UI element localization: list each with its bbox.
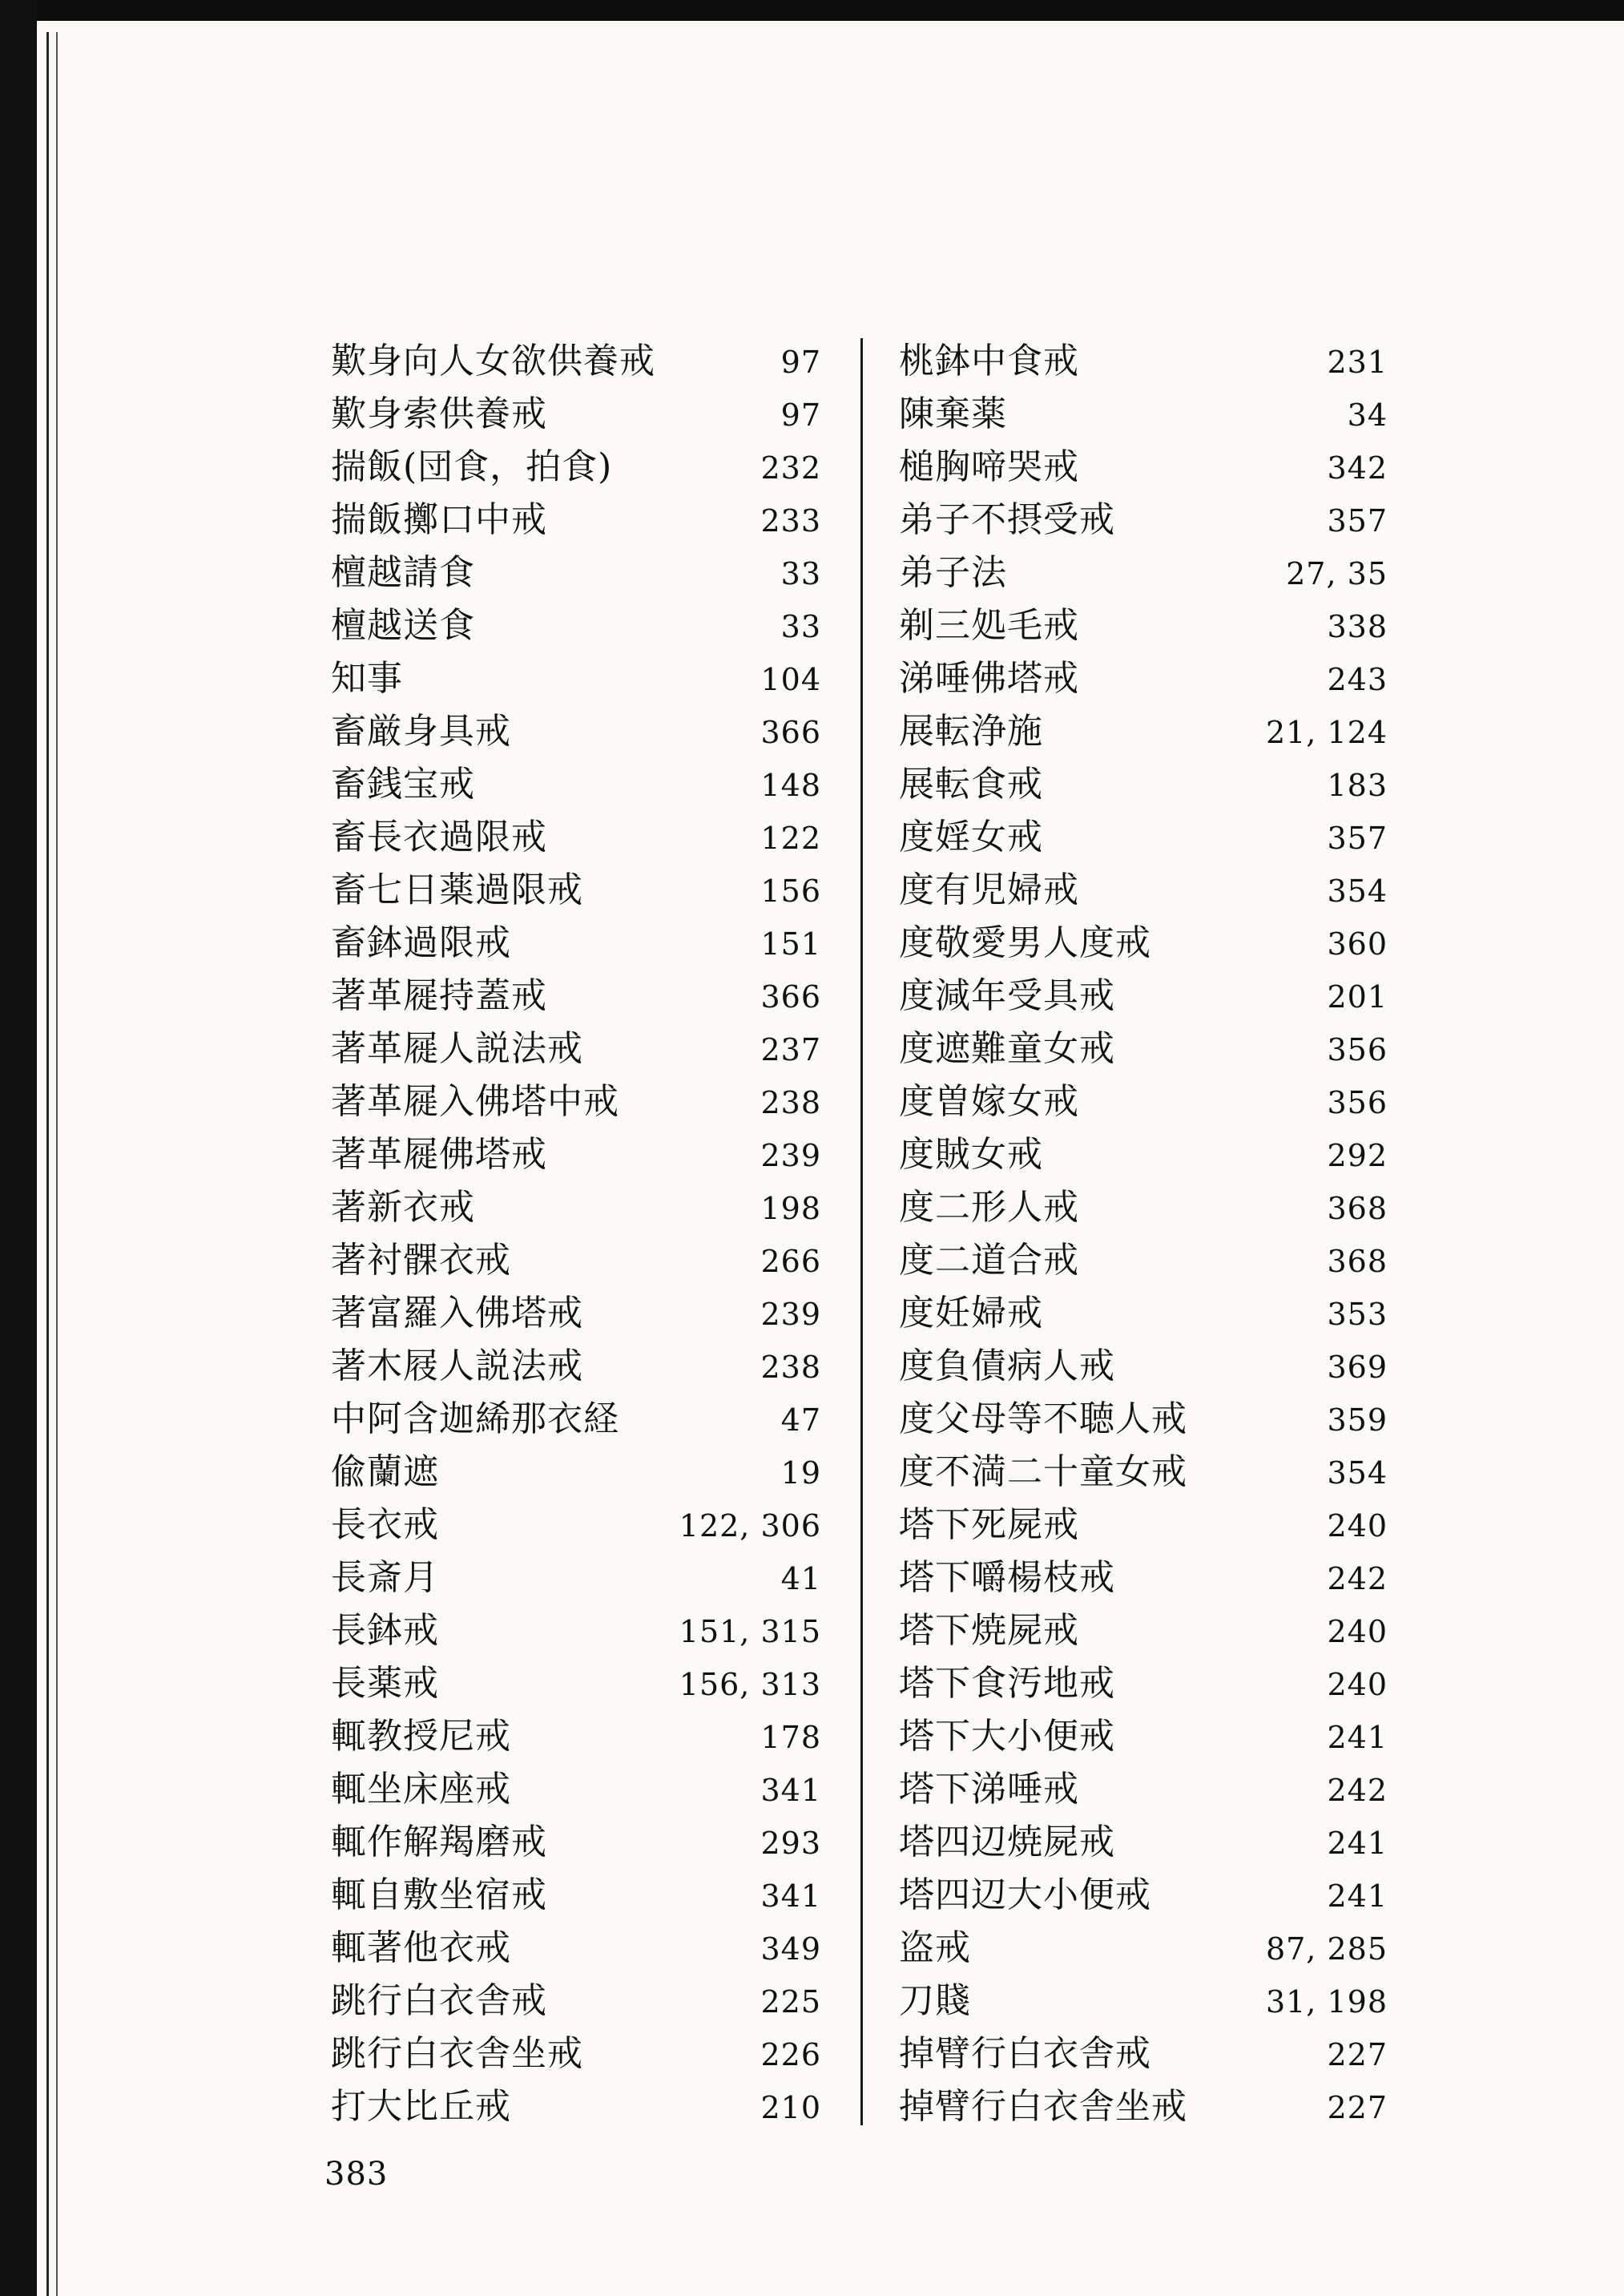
index-entry xyxy=(331,494,821,547)
index-entry xyxy=(899,1393,1388,1446)
index-term: 槌胸啼哭戒 xyxy=(899,446,1079,487)
index-term: 畜長衣過限戒 xyxy=(331,817,547,857)
page-reference: 293 xyxy=(760,1826,821,1861)
index-entry xyxy=(899,1128,1388,1181)
page-reference: 242 xyxy=(1327,1561,1388,1596)
index-entry xyxy=(899,1499,1388,1552)
page-reference: 156, 313 xyxy=(679,1667,821,1702)
page-reference: 122 xyxy=(760,821,821,856)
index-entry xyxy=(899,547,1388,599)
page-reference: 238 xyxy=(760,1350,821,1385)
index-term: 著木屐人説法戒 xyxy=(331,1346,583,1386)
index-term: 度賊女戒 xyxy=(899,1134,1043,1175)
page-reference: 292 xyxy=(1327,1138,1388,1173)
index-entry xyxy=(331,388,821,441)
index-term: 揣飯擲口中戒 xyxy=(331,499,547,540)
index-entry xyxy=(899,1816,1388,1869)
index-entry xyxy=(331,1128,821,1181)
index-term: 度有児婦戒 xyxy=(899,870,1079,910)
page-reference: 357 xyxy=(1327,503,1388,539)
index-entry xyxy=(331,1023,821,1075)
index-entry xyxy=(899,1975,1388,2028)
page-reference: 366 xyxy=(760,715,821,750)
index-entry xyxy=(331,864,821,917)
index-entry xyxy=(331,1869,821,1922)
index-term: 度曽嫁女戒 xyxy=(899,1081,1079,1122)
index-term: 偸蘭遮 xyxy=(331,1451,439,1492)
column-divider xyxy=(860,338,863,2125)
index-entry xyxy=(899,1287,1388,1340)
index-term: 弟子不摂受戒 xyxy=(899,499,1115,540)
index-entry xyxy=(899,1763,1388,1816)
index-term: 長鉢戒 xyxy=(331,1610,439,1651)
index-term: 輒坐床座戒 xyxy=(331,1769,511,1810)
index-term: 塔四辺大小便戒 xyxy=(899,1874,1151,1915)
page-reference: 353 xyxy=(1327,1297,1388,1332)
index-entry xyxy=(331,1446,821,1499)
index-entry xyxy=(331,335,821,388)
index-term: 掉臂行白衣舎戒 xyxy=(899,2033,1151,2074)
page-reference: 97 xyxy=(780,397,821,433)
index-entry xyxy=(899,335,1388,388)
index-term: 度二形人戒 xyxy=(899,1187,1079,1228)
index-entry xyxy=(899,705,1388,758)
index-term: 刀賤 xyxy=(899,1980,971,2021)
index-term: 度減年受具戒 xyxy=(899,975,1115,1016)
page-reference: 354 xyxy=(1327,1455,1388,1491)
index-entry xyxy=(331,1975,821,2028)
index-term: 度二道合戒 xyxy=(899,1240,1079,1281)
page-edge-line xyxy=(46,32,49,2296)
index-term: 輒作解羯磨戒 xyxy=(331,1822,547,1862)
page-reference: 33 xyxy=(780,609,821,644)
index-term: 畜鉢過限戒 xyxy=(331,922,511,963)
index-term: 涕唾佛塔戒 xyxy=(899,658,1079,699)
page-reference: 359 xyxy=(1327,1402,1388,1438)
index-entry xyxy=(899,1657,1388,1710)
index-entry xyxy=(899,758,1388,811)
index-term: 度妊婦戒 xyxy=(899,1293,1043,1334)
index-entry xyxy=(331,1499,821,1552)
index-term: 著衬髁衣戒 xyxy=(331,1240,511,1281)
index-term: 打大比丘戒 xyxy=(331,2086,511,2127)
page-reference: 151, 315 xyxy=(679,1614,821,1649)
page-reference: 349 xyxy=(760,1931,821,1967)
index-entry xyxy=(331,2028,821,2080)
index-term: 長薬戒 xyxy=(331,1663,439,1704)
index-entry xyxy=(899,1075,1388,1128)
index-term: 塔下大小便戒 xyxy=(899,1716,1115,1757)
index-term: 度不満二十童女戒 xyxy=(899,1451,1187,1492)
page-reference: 178 xyxy=(760,1720,821,1755)
index-term: 度父母等不聴人戒 xyxy=(899,1398,1187,1439)
index-entry xyxy=(331,1604,821,1657)
scan-left-border xyxy=(0,0,37,2296)
page-reference: 240 xyxy=(1327,1667,1388,1702)
page-reference: 41 xyxy=(780,1561,821,1596)
index-term: 著革屣持蓋戒 xyxy=(331,975,547,1016)
index-term: 歎身向人女欲供養戒 xyxy=(331,341,655,381)
index-term: 著革屣人説法戒 xyxy=(331,1028,583,1069)
page-reference: 243 xyxy=(1327,662,1388,697)
page-reference: 241 xyxy=(1327,1878,1388,1914)
page-reference: 369 xyxy=(1327,1350,1388,1385)
index-term: 度婬女戒 xyxy=(899,817,1043,857)
index-entry xyxy=(899,2080,1388,2133)
scan-top-border xyxy=(0,0,1624,21)
index-column-right xyxy=(899,335,1388,2130)
index-term: 度負債病人戒 xyxy=(899,1346,1115,1386)
index-entry xyxy=(331,811,821,864)
index-term: 畜厳身具戒 xyxy=(331,711,511,752)
page-number: 383 xyxy=(324,2156,389,2193)
index-entry xyxy=(331,970,821,1023)
index-entry xyxy=(899,1181,1388,1234)
index-term: 著革屣佛塔戒 xyxy=(331,1134,547,1175)
index-term: 輒著他衣戒 xyxy=(331,1927,511,1968)
page-reference: 232 xyxy=(760,450,821,486)
page-edge-line xyxy=(56,32,58,2296)
page-reference: 240 xyxy=(1327,1614,1388,1649)
index-term: 度遮難童女戒 xyxy=(899,1028,1115,1069)
index-entry xyxy=(899,970,1388,1023)
page-reference: 148 xyxy=(760,768,821,803)
index-term: 檀越送食 xyxy=(331,605,475,646)
index-entry xyxy=(899,1604,1388,1657)
index-term: 掉臂行白衣舎坐戒 xyxy=(899,2086,1187,2127)
index-entry xyxy=(331,758,821,811)
page-reference: 151 xyxy=(760,926,821,962)
page-reference: 238 xyxy=(760,1085,821,1120)
page-reference: 33 xyxy=(780,556,821,591)
page-reference: 34 xyxy=(1347,397,1388,433)
page-reference: 266 xyxy=(760,1244,821,1279)
page-reference: 27, 35 xyxy=(1286,556,1388,591)
index-term: 桃鉢中食戒 xyxy=(899,341,1079,381)
page-reference: 225 xyxy=(760,1984,821,2020)
index-term: 塔下涕唾戒 xyxy=(899,1769,1079,1810)
index-term: 剃三処毛戒 xyxy=(899,605,1079,646)
page-reference: 239 xyxy=(760,1138,821,1173)
index-term: 中阿含迦絺那衣経 xyxy=(331,1398,619,1439)
page-reference: 341 xyxy=(760,1773,821,1808)
index-entry xyxy=(331,652,821,705)
page-reference: 240 xyxy=(1327,1508,1388,1543)
index-entry xyxy=(899,1234,1388,1287)
page-reference: 231 xyxy=(1327,345,1388,380)
index-entry xyxy=(331,1552,821,1604)
page-reference: 104 xyxy=(760,662,821,697)
index-term: 檀越請食 xyxy=(331,552,475,593)
page-reference: 368 xyxy=(1327,1191,1388,1226)
index-entry xyxy=(899,917,1388,970)
index-term: 著富羅入佛塔戒 xyxy=(331,1293,583,1334)
index-term: 塔下食汚地戒 xyxy=(899,1663,1115,1704)
index-entry xyxy=(331,917,821,970)
page-reference: 198 xyxy=(760,1191,821,1226)
index-term: 弟子法 xyxy=(899,552,1007,593)
index-term: 塔下焼屍戒 xyxy=(899,1610,1079,1651)
page-reference: 356 xyxy=(1327,1032,1388,1067)
index-entry xyxy=(331,1075,821,1128)
page-reference: 47 xyxy=(780,1402,821,1438)
page-reference: 356 xyxy=(1327,1085,1388,1120)
page-reference: 239 xyxy=(760,1297,821,1332)
index-entry xyxy=(331,705,821,758)
index-entry xyxy=(899,652,1388,705)
index-entry xyxy=(899,599,1388,652)
index-entry xyxy=(331,1922,821,1975)
page-reference: 368 xyxy=(1327,1244,1388,1279)
index-term: 長衣戒 xyxy=(331,1504,439,1545)
index-term: 揣飯(団食，拍食) xyxy=(331,446,613,487)
index-term: 著革屣入佛塔中戒 xyxy=(331,1081,619,1122)
index-entry xyxy=(331,1657,821,1710)
index-term: 跳行白衣舎戒 xyxy=(331,1980,547,2021)
index-term: 知事 xyxy=(331,658,403,699)
index-entry xyxy=(331,1710,821,1763)
index-term: 歎身索供養戒 xyxy=(331,393,547,434)
index-entry xyxy=(899,1340,1388,1393)
page-reference: 156 xyxy=(760,874,821,909)
index-entry xyxy=(899,1446,1388,1499)
index-entry xyxy=(331,1763,821,1816)
index-entry xyxy=(899,1869,1388,1922)
page-reference: 31, 198 xyxy=(1265,1984,1388,2020)
index-term: 畜銭宝戒 xyxy=(331,764,475,805)
index-entry xyxy=(331,547,821,599)
page-reference: 233 xyxy=(760,503,821,539)
index-entry xyxy=(331,1234,821,1287)
index-entry xyxy=(331,1340,821,1393)
index-entry xyxy=(899,2028,1388,2080)
page-reference: 87, 285 xyxy=(1265,1931,1388,1967)
page-reference: 201 xyxy=(1327,979,1388,1015)
index-term: 輒自敷坐宿戒 xyxy=(331,1874,547,1915)
index-entry xyxy=(899,1710,1388,1763)
page-reference: 338 xyxy=(1327,609,1388,644)
index-entry xyxy=(899,441,1388,494)
index-term: 塔四辺焼屍戒 xyxy=(899,1822,1115,1862)
index-entry xyxy=(331,1181,821,1234)
index-entry xyxy=(899,864,1388,917)
index-entry xyxy=(899,1552,1388,1604)
page-reference: 242 xyxy=(1327,1773,1388,1808)
index-term: 跳行白衣舎坐戒 xyxy=(331,2033,583,2074)
index-term: 塔下死屍戒 xyxy=(899,1504,1079,1545)
page-reference: 357 xyxy=(1327,821,1388,856)
page-reference: 21, 124 xyxy=(1265,715,1388,750)
index-entry xyxy=(899,494,1388,547)
index-term: 度敬愛男人度戒 xyxy=(899,922,1151,963)
index-term: 長斎月 xyxy=(331,1557,439,1598)
index-term: 展転浄施 xyxy=(899,711,1043,752)
page-reference: 366 xyxy=(760,979,821,1015)
page-reference: 237 xyxy=(760,1032,821,1067)
index-term: 畜七日薬過限戒 xyxy=(331,870,583,910)
index-entry xyxy=(899,811,1388,864)
index-term: 陳棄薬 xyxy=(899,393,1007,434)
index-term: 輒教授尼戒 xyxy=(331,1716,511,1757)
index-entry xyxy=(899,1023,1388,1075)
index-column-left xyxy=(331,335,821,2130)
page-reference: 342 xyxy=(1327,450,1388,486)
page-reference: 226 xyxy=(760,2037,821,2072)
page-reference: 360 xyxy=(1327,926,1388,962)
page-reference: 97 xyxy=(780,345,821,380)
index-entry xyxy=(331,441,821,494)
index-term: 著新衣戒 xyxy=(331,1187,475,1228)
page-reference: 227 xyxy=(1327,2037,1388,2072)
index-term: 塔下嚼楊枝戒 xyxy=(899,1557,1115,1598)
page-reference: 210 xyxy=(760,2090,821,2125)
index-entry xyxy=(331,1393,821,1446)
index-term: 展転食戒 xyxy=(899,764,1043,805)
page-reference: 241 xyxy=(1327,1720,1388,1755)
page-reference: 19 xyxy=(780,1455,821,1491)
index-entry xyxy=(331,1287,821,1340)
page-reference: 122, 306 xyxy=(679,1508,821,1543)
page-reference: 241 xyxy=(1327,1826,1388,1861)
index-entry xyxy=(331,2080,821,2133)
index-entry xyxy=(331,1816,821,1869)
page-reference: 227 xyxy=(1327,2090,1388,2125)
index-term: 盗戒 xyxy=(899,1927,971,1968)
page-reference: 341 xyxy=(760,1878,821,1914)
page-reference: 183 xyxy=(1327,768,1388,803)
index-entry xyxy=(331,599,821,652)
page-reference: 354 xyxy=(1327,874,1388,909)
index-entry xyxy=(899,1922,1388,1975)
index-entry xyxy=(899,388,1388,441)
